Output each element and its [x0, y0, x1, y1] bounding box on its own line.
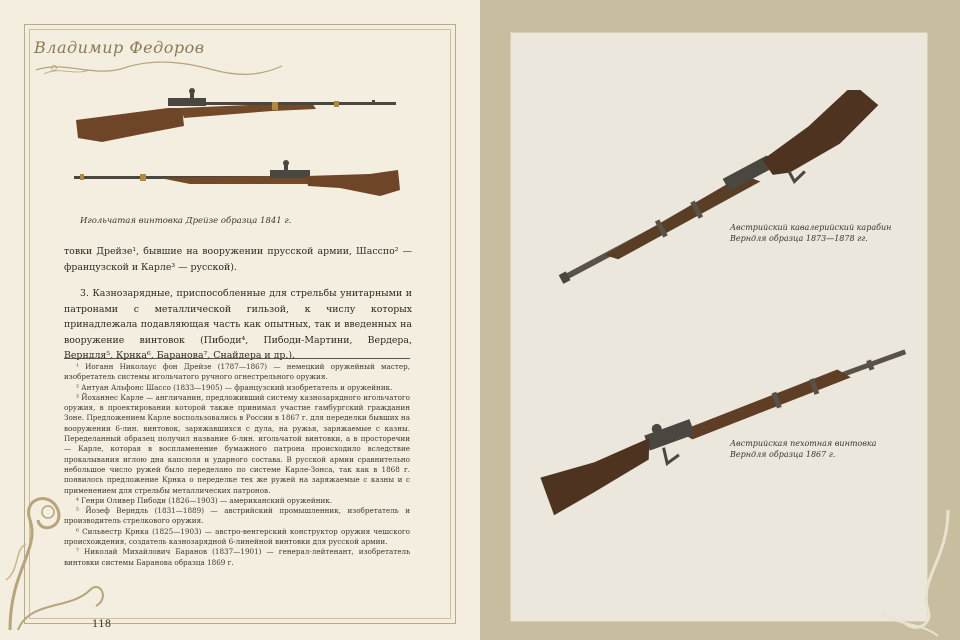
- footnote-6: ⁶ Сильвестр Крнка (1825—1903) — австро-венгерский конструктор оружия чешского происхождения, создатель казнозарядной 6-линейной винтовки для русской армии.: [64, 526, 410, 547]
- author-header: Владимир Федоров: [34, 38, 205, 57]
- page-number: 118: [92, 619, 112, 630]
- footnote-rule: [64, 358, 410, 359]
- werndl-rifle-image: [528, 310, 928, 530]
- body-paragraph-1: товки Дрейзе¹, бывшие на вооружении прусской армии, Шасспо² — французской и Карле³ — русской).: [64, 246, 412, 273]
- footnote-3: ³ Йоханнес Карле — англичанин, предложивший систему казнозарядного игольчатого оружия, в проектировании которой также принимал участие гамбургский гражданин Зоне. Предложением Карле воспользовались в России в 1867 г. для переделки бывших на вооружении 6-лин. винтовок, заряжавшихся с дула, на ружья, заряжаемые с казны. Переделанный образец получил название 6-лин. игольчатой винтовки, а в просторечии — Карле, которая в воспламенение бумажного патрона происходило вследствие прокалывания иглою дна капсюля и ударного состава. В русской армии сравнительно небольшое число ружей было переделано по системе Карле-Зонса, так как в 1868 г. появилось предложение Крнка о переделке тех же ружей на заряжаемые с казны и с применением для стрельбы металлических патронов.: [64, 392, 410, 495]
- caption-carbine: Австрийский кавалерийский карабин Верндля образца 1873—1878 гг.: [730, 223, 892, 243]
- dreyse-rifle-image-1: [72, 86, 402, 146]
- figure-caption-dreyse: Игольчатая винтовка Дрейзе образца 1841 г.: [80, 216, 292, 226]
- corner-ornament-right-icon: [878, 500, 958, 640]
- footnote-1: ¹ Иоганн Николаус фон Дрейзе (1787—1867) — немецкий оружейный мастер, изобретатель системы игольчатого ручного огнестрельного оружия.: [64, 362, 410, 382]
- footnote-2: ² Антуан Альфонс Шассо (1833—1905) — французский изобретатель и оружейник.: [76, 382, 393, 392]
- corner-ornament-icon: [0, 480, 120, 640]
- footnote-4: ⁴ Генри Оливер Пибоди (1826—1903) — американский оружейник.: [76, 495, 333, 505]
- caption-rifle: Австрийская пехотная винтовка Верндля образца 1867 г.: [730, 439, 877, 459]
- dreyse-rifle-image-2: [70, 160, 404, 210]
- footnote-7: ⁷ Николай Михайлович Баранов (1837—1901) — генерал-лейтенант, изобретатель винтовки системы Баранова образца 1869 г.: [64, 547, 410, 567]
- footnote-5: ⁵ Йозеф Верндль (1831—1889) — австрийский промышленник, изобретатель и производитель стрелкового оружия.: [64, 506, 410, 526]
- body-paragraph-2: 3. Казнозарядные, приспособленные для стрельбы унитарными и патронами с металлической гильзой, к числу которых принадлежала подавляющая часть как опытных, так и введенных на вооружение винтовок (Пибоди⁴, Пибоди-Мартини, Вердера, Верндля⁵, Крнка⁶, Баранова⁷, Снайдера и др.).: [64, 288, 412, 361]
- right-page: [480, 0, 960, 640]
- header-flourish-icon: [34, 58, 284, 78]
- werndl-carbine-image: [530, 90, 910, 300]
